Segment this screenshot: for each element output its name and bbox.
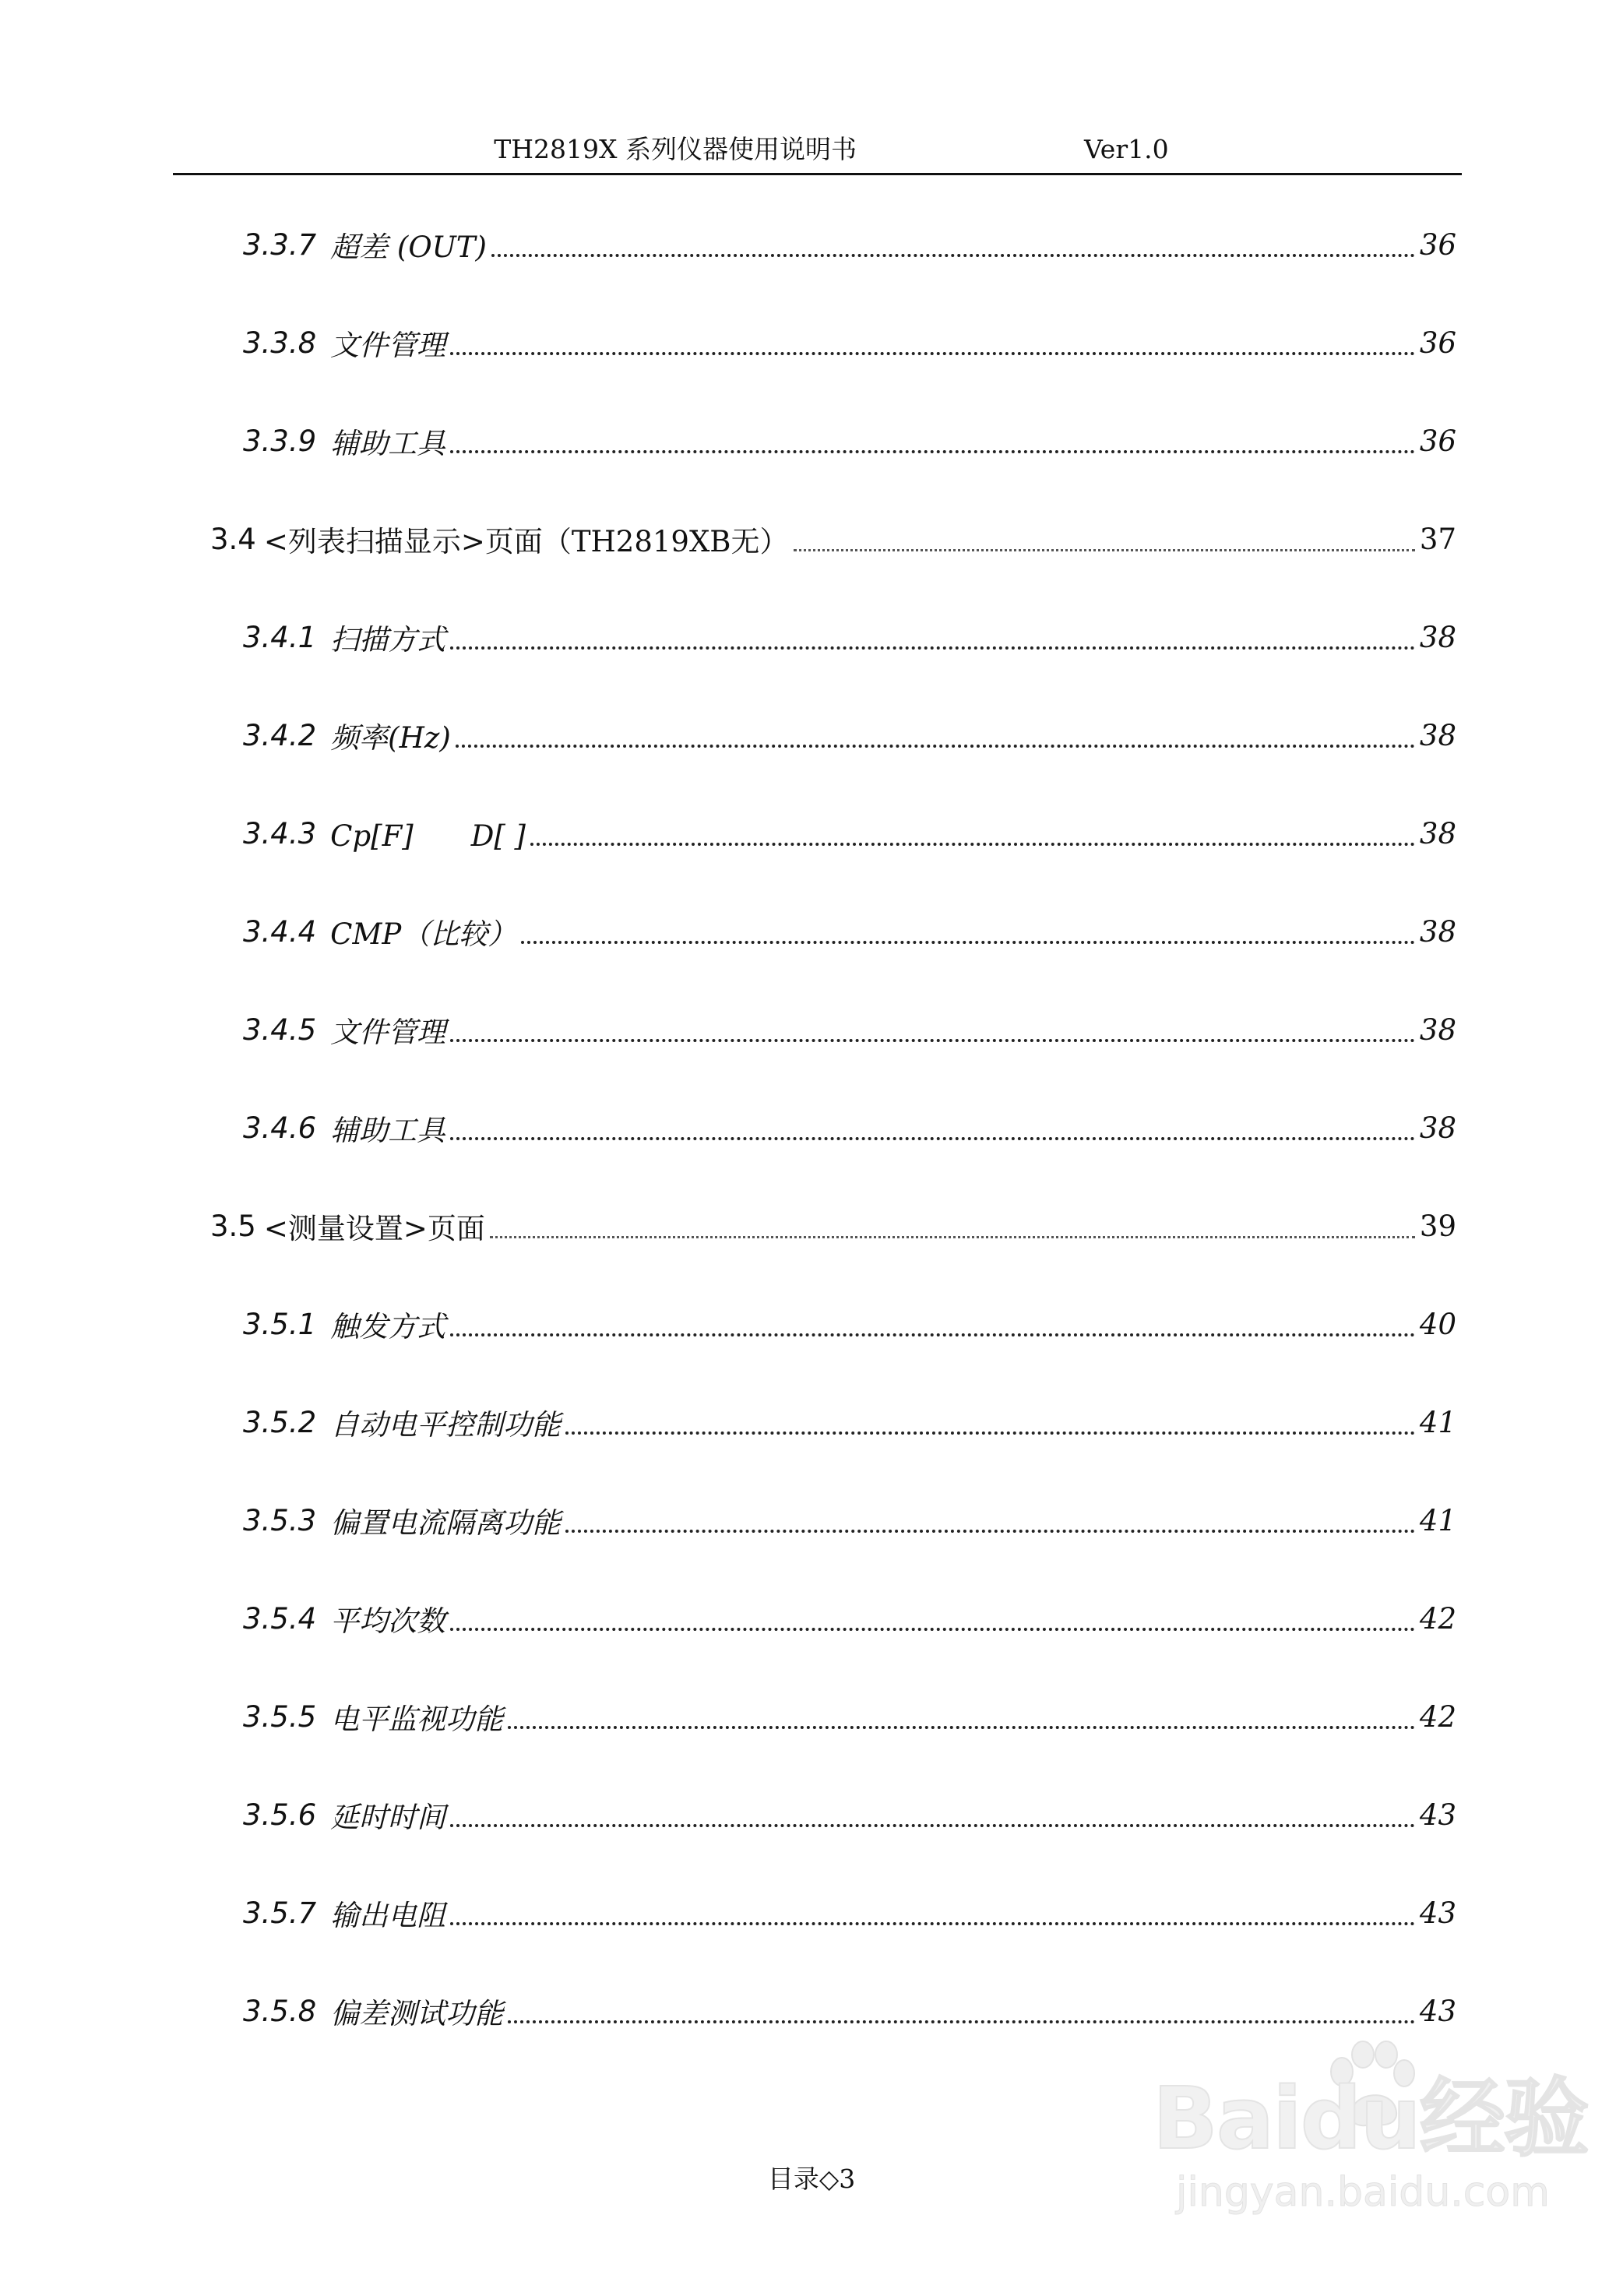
header-title: TH2819X 系列仪器使用说明书 xyxy=(494,134,857,164)
toc-entry[interactable] xyxy=(243,712,1456,759)
toc-section-entry[interactable] xyxy=(210,1203,1456,1249)
toc-entry-page: 41 xyxy=(1419,1405,1456,1439)
toc-entry-title: 频率(Hz) xyxy=(330,721,451,755)
toc-entry-title: 偏置电流隔离功能 xyxy=(330,1506,562,1540)
toc-entry-page: 36 xyxy=(1419,326,1456,360)
toc-entry-number: 3.5.6 xyxy=(243,1798,317,1832)
toc-entry-number: 3.4.4 xyxy=(243,914,317,949)
toc-entry-page: 36 xyxy=(1419,424,1456,458)
toc-entry[interactable] xyxy=(243,1399,1456,1446)
toc-entry-number: 3.3.7 xyxy=(243,227,317,262)
dot-leader xyxy=(508,2020,1415,2023)
toc-entry-page: 39 xyxy=(1419,1209,1456,1243)
toc-entry-number: 3.5.2 xyxy=(243,1405,317,1439)
toc-entry-title: 辅助工具 xyxy=(330,427,446,460)
toc-entry-title: <列表扫描显示>页面（TH2819XB无） xyxy=(263,525,789,558)
toc-entry-title: 超差 (OUT) xyxy=(330,231,487,264)
dot-leader xyxy=(508,1726,1415,1729)
toc-entry-number: 3.5.1 xyxy=(243,1307,317,1341)
toc-entry-title: 文件管理 xyxy=(330,1016,446,1049)
dot-leader xyxy=(450,450,1415,453)
dot-leader xyxy=(456,745,1415,748)
toc-entry-page: 43 xyxy=(1419,1798,1456,1832)
toc-entry-number: 3.3.8 xyxy=(243,326,317,360)
header-version: Ver1.0 xyxy=(1084,134,1169,164)
toc-entry-number: 3.5.4 xyxy=(243,1601,317,1636)
toc-entry-page: 38 xyxy=(1419,816,1456,850)
dot-leader xyxy=(450,1628,1415,1631)
toc-entry-number: 3.5.7 xyxy=(243,1896,317,1930)
toc-entry-number: 3.3.9 xyxy=(243,424,317,458)
toc-entry[interactable] xyxy=(243,221,1456,268)
toc-entry-number: 3.4.3 xyxy=(243,816,317,850)
toc-entry[interactable] xyxy=(243,1006,1456,1053)
dot-leader xyxy=(450,646,1415,650)
dot-leader xyxy=(565,1431,1415,1435)
header-divider xyxy=(173,173,1462,175)
toc-entry-title: <测量设置>页面 xyxy=(263,1212,485,1245)
toc-entry-title: 输出电阻 xyxy=(330,1899,446,1932)
toc-entry-number: 3.4.1 xyxy=(243,620,317,654)
dot-leader xyxy=(450,1039,1415,1042)
toc-entry[interactable] xyxy=(243,1497,1456,1544)
toc-entry-number: 3.5.3 xyxy=(243,1503,317,1537)
toc-entry-title: 延时时间 xyxy=(330,1801,446,1834)
toc-entry-page: 36 xyxy=(1419,227,1456,262)
toc-entry[interactable] xyxy=(243,1104,1456,1151)
toc-entry[interactable] xyxy=(243,1889,1456,1936)
toc-entry-title: Cp[F] D[ ] xyxy=(330,819,526,853)
dot-leader xyxy=(530,843,1415,846)
toc-entry[interactable] xyxy=(243,1693,1456,1740)
dot-leader xyxy=(491,254,1415,257)
toc-entry-page: 38 xyxy=(1419,1012,1456,1047)
toc-entry-number: 3.4.6 xyxy=(243,1111,317,1145)
watermark-brand: Baidu经验 xyxy=(1153,2069,1588,2168)
page-footer: 目录◇3 xyxy=(767,2164,856,2194)
toc-entry-page: 40 xyxy=(1419,1307,1456,1341)
toc-entry-page: 38 xyxy=(1419,620,1456,654)
toc-entry-number: 3.5 xyxy=(210,1209,256,1243)
toc-entry-number: 3.4 xyxy=(210,522,256,556)
dot-leader xyxy=(450,1922,1415,1925)
dot-leader xyxy=(450,1824,1415,1827)
toc-entry-title: 平均次数 xyxy=(330,1604,446,1638)
toc-entry-title: 偏差测试功能 xyxy=(330,1997,504,2030)
toc-entry-page: 38 xyxy=(1419,914,1456,949)
dot-leader xyxy=(450,1137,1415,1140)
toc-entry-number: 3.4.2 xyxy=(243,718,317,752)
toc-entry-title: 扫描方式 xyxy=(330,623,446,657)
dot-leader xyxy=(794,549,1415,551)
toc-entry[interactable] xyxy=(243,908,1456,955)
toc-entry-title: CMP（比较） xyxy=(330,917,517,951)
toc-entry[interactable] xyxy=(243,319,1456,366)
toc-entry-number: 3.5.5 xyxy=(243,1699,317,1734)
dot-leader xyxy=(490,1236,1415,1238)
dot-leader xyxy=(521,941,1415,944)
toc-entry-page: 42 xyxy=(1419,1601,1456,1636)
toc-entry-page: 37 xyxy=(1419,522,1456,556)
toc-entry-title: 辅助工具 xyxy=(330,1114,446,1147)
toc-entry-page: 42 xyxy=(1419,1699,1456,1734)
toc-entry[interactable] xyxy=(243,1301,1456,1347)
toc-entry[interactable] xyxy=(243,614,1456,660)
toc-entry-title: 触发方式 xyxy=(330,1310,446,1343)
toc-entry[interactable] xyxy=(243,1595,1456,1642)
dot-leader xyxy=(450,1333,1415,1336)
baidu-jingyan-watermark xyxy=(1153,2041,1588,2220)
toc-entry[interactable] xyxy=(243,1791,1456,1838)
dot-leader xyxy=(450,352,1415,355)
toc-entry[interactable] xyxy=(243,417,1456,464)
toc-entry-title: 自动电平控制功能 xyxy=(330,1408,562,1442)
toc-entry-page: 38 xyxy=(1419,1111,1456,1145)
watermark-url: jingyan.baidu.com xyxy=(1176,2169,1550,2216)
toc-entry-page: 43 xyxy=(1419,1994,1456,2028)
toc-section-entry[interactable] xyxy=(210,516,1456,562)
toc-entry-page: 38 xyxy=(1419,718,1456,752)
toc-entry-page: 41 xyxy=(1419,1503,1456,1537)
toc-entry-number: 3.4.5 xyxy=(243,1012,317,1047)
toc-entry-title: 电平监视功能 xyxy=(330,1703,504,1736)
toc-entry-number: 3.5.8 xyxy=(243,1994,317,2028)
toc-entry-title: 文件管理 xyxy=(330,329,446,362)
toc-entry[interactable] xyxy=(243,1988,1456,2034)
toc-entry-page: 43 xyxy=(1419,1896,1456,1930)
dot-leader xyxy=(565,1530,1415,1533)
toc-entry[interactable] xyxy=(243,810,1456,857)
